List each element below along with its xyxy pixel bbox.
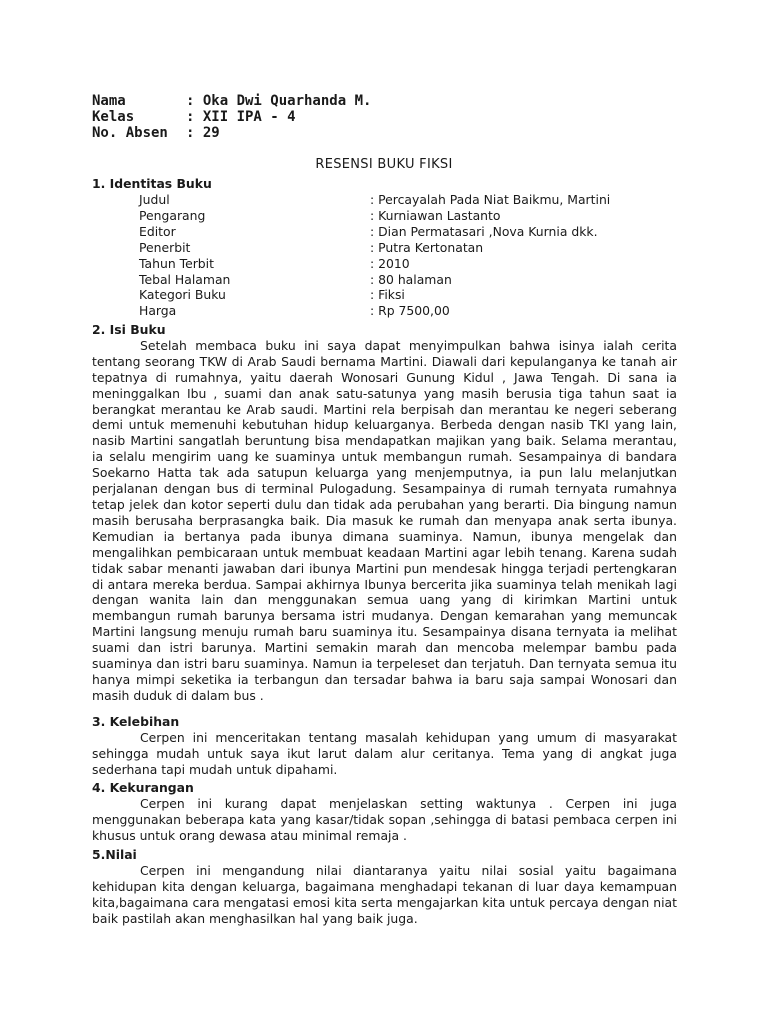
identity-row bbox=[139, 224, 610, 240]
identity-row bbox=[139, 192, 610, 208]
identity-row bbox=[139, 287, 610, 303]
kekurangan-section bbox=[92, 780, 677, 844]
name-value: : Oka Dwi Quarhanda M. bbox=[186, 93, 372, 109]
class-label: Kelas bbox=[92, 109, 135, 125]
identity-heading: 1. Identitas Buku bbox=[92, 176, 212, 191]
kekurangan-heading: 4. Kekurangan bbox=[92, 780, 194, 795]
student-name-row bbox=[92, 93, 371, 109]
identity-value: : Kurniawan Lastanto bbox=[370, 207, 501, 223]
kekurangan-paragraph: Cerpen ini kurang dapat menjelaskan setting waktunya . Cerpen ini juga menggunakan beberapa kata yang kasar/tidak sopan ,sehingga di batasi pembaca cerpen ini khusus untuk orang dewasa atau minimal remaja . bbox=[92, 795, 677, 843]
identity-row bbox=[139, 272, 610, 288]
identity-row bbox=[139, 303, 610, 319]
isi-section bbox=[92, 322, 677, 704]
identity-key: Harga bbox=[139, 303, 177, 319]
identity-key: Tahun Terbit bbox=[139, 255, 214, 271]
identity-value: : 80 halaman bbox=[370, 271, 452, 287]
kelebihan-paragraph: Cerpen ini menceritakan tentang masalah kehidupan yang umum di masyarakat sehingga mudah untuk saya ikut larut dalam alur ceritanya. Tema yang di angkat juga sederhana tapi mudah untuk dipahami. bbox=[92, 729, 677, 777]
identity-value: : Rp 7500,00 bbox=[370, 303, 450, 319]
absen-label: No. Absen bbox=[92, 125, 168, 141]
identity-value: : 2010 bbox=[370, 255, 410, 271]
identity-table bbox=[139, 192, 610, 319]
student-class-row bbox=[92, 109, 371, 125]
identity-key: Penerbit bbox=[139, 239, 191, 255]
identity-key: Editor bbox=[139, 223, 176, 239]
identity-key: Pengarang bbox=[139, 207, 206, 223]
isi-heading: 2. Isi Buku bbox=[92, 322, 166, 337]
identity-value: : Putra Kertonatan bbox=[370, 239, 484, 255]
identity-value: : Fiksi bbox=[370, 287, 405, 303]
name-label: Nama bbox=[92, 93, 126, 109]
identity-row bbox=[139, 256, 610, 272]
identity-key: Kategori Buku bbox=[139, 287, 226, 303]
identity-row bbox=[139, 208, 610, 224]
nilai-heading: 5.Nilai bbox=[92, 847, 137, 862]
student-absen-row bbox=[92, 125, 371, 141]
identity-key: Tebal Halaman bbox=[139, 271, 231, 287]
identity-key: Judul bbox=[139, 192, 170, 207]
kelebihan-section bbox=[92, 714, 677, 778]
nilai-paragraph: Cerpen ini mengandung nilai diantaranya yaitu nilai sosial yaitu bagaimana kehidupan kita dengan keluarga, bagaimana menghadapi tekanan di luar daya kemampuan kita,bagaimana cara mengatasi emosi kita serta mengajarkan kita untuk percaya dengan niat baik pastilah akan menghasilkan hal yang baik juga. bbox=[92, 862, 677, 926]
class-value: : XII IPA - 4 bbox=[186, 109, 296, 125]
student-info bbox=[92, 93, 371, 141]
nilai-section bbox=[92, 847, 677, 927]
isi-paragraph: Setelah membaca buku ini saya dapat menyimpulkan bahwa isinya ialah cerita tentang seorang TKW di Arab Saudi bernama Martini. Diawali dari kepulanganya ke tanah air tepatnya di rumahnya, yaitu daerah Wonosari Gunung Kidul , Jawa Tengah. Di sana ia meninggalkan Ibu , suami dan anak satu-satunya yang masih berusia tiga tahun saat ia berangkat merantau ke Arab saudi. Martini rela berpisah dan merantau ke negeri seberang demi untuk memenuhi kebutuhan hidup keluarganya. Berbeda dengan nasib TKI yang lain, nasib Martini sangatlah beruntung bisa mendapatkan majikan yang baik. Selama merantau, ia selalu mengirim uang ke suaminya untuk membangun rumah. Sesampainya di bandara Soekarno Hatta tak ada satupun keluarga yang menjemputnya, ia pun lalu melanjutkan perjalanan dengan bus di terminal Pulogadung. Sesampainya di rumah ternyata rumahnya tetap jelek dan kotor seperti dulu dan tidak ada perubahan yang berarti. Dia bingung namun masih berusaha berprasangka baik. Dia masuk ke rumah dan menyapa anak serta ibunya. Kemudian ia bertanya pada ibunya dimana suaminya. Namun, ibunya mengelak dan mengalihkan pembicaraan untuk membuat keadaan Martini agar lebih tenang. Karena sudah tidak sabar menanti jawaban dari ibunya Martini pun mendesak hingga terjadi pertengkaran di antara mereka berdua. Sampai akhirnya Ibunya bercerita jika suaminya telah menikah lagi dengan wanita lain dan menggunakan semua uang yang di kirimkan Martini untuk membangun rumah barunya bersama istri mudanya. Dengan kemarahan yang memuncak Martini langsung menuju rumah baru suaminya itu. Sesampainya disana ternyata ia melihat suami dan istri barunya. Martini semakin marah dan mencoba melempar bambu pada suaminya dan istri baru suaminya. Namun ia terpeleset dan terjatuh. Dan ternyata semua itu hanya mimpi seketika ia terbangun dan tersadar bahwa ia baru saja sampai Wonosari dan masih duduk di dalam bus . bbox=[92, 337, 677, 703]
identity-value: : Dian Permatasari ,Nova Kurnia dkk. bbox=[370, 223, 598, 239]
identity-row bbox=[139, 240, 610, 256]
document-title: RESENSI BUKU FIKSI bbox=[315, 157, 453, 172]
kelebihan-heading: 3. Kelebihan bbox=[92, 714, 180, 729]
absen-value: : 29 bbox=[186, 125, 220, 141]
identity-value: : Percayalah Pada Niat Baikmu, Martini bbox=[370, 192, 611, 207]
